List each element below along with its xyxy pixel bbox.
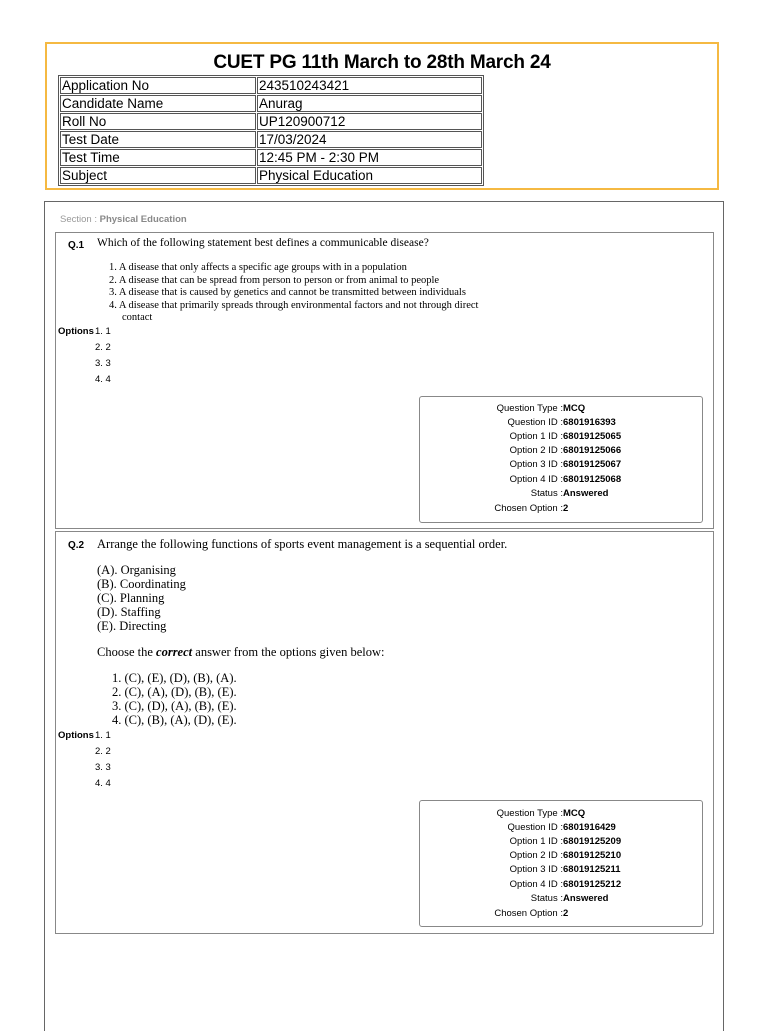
exam-header <box>45 42 719 190</box>
option-id-value: 68019125066 <box>563 445 622 456</box>
info-label: Application No <box>60 77 256 94</box>
option-id-value: 68019125068 <box>563 474 622 485</box>
choice-item: 2. (C), (A), (D), (B), (E). <box>112 685 237 699</box>
meta-row <box>420 808 704 822</box>
option-item: 4. 4 <box>95 374 111 385</box>
answer-choices <box>112 671 237 727</box>
option-id-value: 68019125211 <box>563 864 621 875</box>
section-label <box>60 214 187 225</box>
info-label: Subject <box>60 167 256 184</box>
meta-row <box>420 822 704 836</box>
question-meta-box <box>419 800 703 927</box>
meta-label: Question Type : <box>496 403 563 414</box>
meta-label: Status : <box>530 488 563 499</box>
table-row <box>60 95 482 112</box>
options-label: Options <box>58 326 94 337</box>
meta-row <box>420 864 704 878</box>
table-row <box>60 167 482 184</box>
question-instruction <box>97 645 384 660</box>
instruction-text: Choose the <box>97 645 157 659</box>
sequence-item: (E). Directing <box>97 619 167 633</box>
status-value: Answered <box>563 893 609 904</box>
sequence-items <box>97 563 186 633</box>
question-panel <box>55 531 714 934</box>
sequence-item: (B). Coordinating <box>97 577 186 591</box>
table-row <box>60 113 482 130</box>
meta-row <box>420 431 704 445</box>
table-row <box>60 77 482 94</box>
option-id-value: 68019125212 <box>563 879 622 890</box>
question-meta-box <box>419 396 703 523</box>
option-id-value: 68019125067 <box>563 459 622 470</box>
option-item: 2. 2 <box>95 746 111 757</box>
question-number: Q.2 <box>68 540 85 551</box>
meta-label: Status : <box>530 893 563 904</box>
meta-label: Chosen Option : <box>494 503 563 514</box>
choice-item: 1. (C), (E), (D), (B), (A). <box>112 671 237 685</box>
test-time-value: 12:45 PM - 2:30 PM <box>257 149 482 166</box>
meta-row <box>420 445 704 459</box>
sequence-item: (C). Planning <box>97 591 165 605</box>
meta-row <box>420 474 704 488</box>
meta-row <box>420 488 704 502</box>
question-text: Arrange the following functions of sports event management is a sequential order. <box>97 537 508 551</box>
question-number: Q.1 <box>68 240 85 251</box>
question-text: Which of the following statement best defines a communicable disease? <box>97 237 429 249</box>
instruction-text: answer from the options given below: <box>192 645 385 659</box>
meta-label: Option 4 ID : <box>509 879 563 890</box>
meta-label: Question ID : <box>507 822 563 833</box>
question-type-value: MCQ <box>563 403 586 414</box>
option-id-value: 68019125209 <box>563 836 622 847</box>
question-id-value: 6801916393 <box>563 417 616 428</box>
meta-label: Option 4 ID : <box>509 474 563 485</box>
meta-row <box>420 893 704 907</box>
info-label: Roll No <box>60 113 256 130</box>
candidate-info-table <box>58 75 484 186</box>
roll-no-value: UP120900712 <box>257 113 482 130</box>
question-type-value: MCQ <box>563 808 586 819</box>
meta-row <box>420 879 704 893</box>
options-label: Options <box>58 730 94 741</box>
info-label: Test Time <box>60 149 256 166</box>
chosen-option-value: 2 <box>563 908 569 919</box>
meta-row <box>420 836 704 850</box>
info-label: Candidate Name <box>60 95 256 112</box>
option-item: 3. 3 <box>95 358 111 369</box>
option-item: 4. 4 <box>95 778 111 789</box>
choice-item: 3. (C), (D), (A), (B), (E). <box>112 699 237 713</box>
meta-label: Option 3 ID : <box>509 459 563 470</box>
subject-value: Physical Education <box>257 167 482 184</box>
option-item: 1. 1 <box>95 730 111 741</box>
choice-item-continuation: contact <box>122 312 153 323</box>
meta-label: Question ID : <box>507 417 563 428</box>
table-row <box>60 131 482 148</box>
meta-label: Option 1 ID : <box>509 431 563 442</box>
meta-label: Option 2 ID : <box>509 445 563 456</box>
option-item: 3. 3 <box>95 762 111 773</box>
choice-item: 4. (C), (B), (A), (D), (E). <box>112 713 237 727</box>
meta-row <box>420 417 704 431</box>
meta-row <box>420 403 704 417</box>
meta-label: Question Type : <box>496 808 563 819</box>
status-value: Answered <box>563 488 609 499</box>
chosen-option-value: 2 <box>563 503 569 514</box>
meta-label: Chosen Option : <box>494 908 563 919</box>
meta-row <box>420 503 704 517</box>
option-item: 2. 2 <box>95 342 111 353</box>
choice-item: 2. A disease that can be spread from person to person or from animal to people <box>109 274 440 286</box>
instruction-emphasis: correct <box>156 645 193 659</box>
choice-item: 4. A disease that primarily spreads through environmental factors and not through direct <box>109 299 479 311</box>
option-id-value: 68019125065 <box>563 431 622 442</box>
sequence-item: (A). Organising <box>97 563 176 577</box>
meta-label: Option 3 ID : <box>509 864 563 875</box>
question-panel <box>55 232 714 529</box>
question-id-value: 6801916429 <box>563 822 616 833</box>
meta-row <box>420 908 704 922</box>
answer-choices <box>109 262 478 325</box>
info-label: Test Date <box>60 131 256 148</box>
section-name: Physical Education <box>99 214 187 225</box>
candidate-name-value: Anurag <box>257 95 482 112</box>
choice-item: 3. A disease that is caused by genetics and cannot be transmitted between individuals <box>109 287 466 298</box>
choice-item: 1. A disease that only affects a specific age groups with in a population <box>109 262 407 273</box>
test-date-value: 17/03/2024 <box>257 131 482 148</box>
meta-row <box>420 850 704 864</box>
option-id-value: 68019125210 <box>563 850 622 861</box>
exam-title: CUET PG 11th March to 28th March 24 <box>213 52 551 73</box>
section-prefix: Section : <box>60 214 97 225</box>
sequence-item: (D). Staffing <box>97 605 161 619</box>
meta-label: Option 1 ID : <box>509 836 563 847</box>
meta-row <box>420 459 704 473</box>
option-item: 1. 1 <box>95 326 111 337</box>
meta-label: Option 2 ID : <box>509 850 563 861</box>
application-no-value: 243510243421 <box>257 77 482 94</box>
table-row <box>60 149 482 166</box>
